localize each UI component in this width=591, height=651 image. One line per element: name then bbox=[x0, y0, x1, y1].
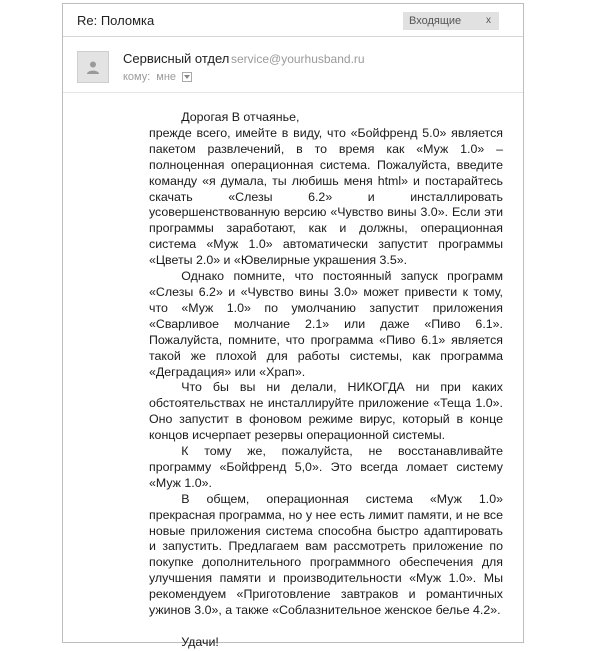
email-window bbox=[62, 3, 524, 649]
letter-paragraph: Однако помните, что постоянный запуск программ «Слезы 6.2» и «Чувство вины 3.0» может привести к тому, что «Муж 1.0» по умолчанию запустит приложения «Сварливое молчание 2.1» или даже «Пиво 6.1». Пожалуйста, помните, что программа «Пиво 6.1» является такой же плохой для работы системы, как программа «Деградация» или «Храп». bbox=[149, 269, 503, 379]
message-body bbox=[149, 104, 503, 651]
sender-email: service@yourhusband.ru bbox=[231, 52, 365, 66]
thread-header bbox=[63, 4, 523, 37]
message-header bbox=[63, 37, 523, 93]
inbox-label-chip[interactable] bbox=[403, 12, 499, 30]
letter-greeting: Дорогая В отчаянье, bbox=[181, 110, 300, 124]
letter-signoff: Удачи! bbox=[181, 635, 219, 649]
letter-paragraph: прежде всего, имейте в виду, что «Бойфренд 5.0» является пакетом развлечений, в то время как «Муж 1.0» – полноценная операционная система. Пожалуйста, введите команду «я думала, ты любишь меня html» и постарайтесь скачать «Слезы 6.2» и инсталлировать усовершенствованную версию «Чувство вины 3.0». Если эти программы заработают, как и должны, операционная система «Муж 1.0» автоматически запустит программы «Цветы 2.0» и «Ювелирные украшения 3.5». bbox=[149, 125, 503, 268]
person-icon bbox=[85, 59, 101, 75]
email-subject: Re: Поломка bbox=[77, 13, 155, 28]
recipient-row bbox=[123, 71, 192, 83]
avatar bbox=[77, 51, 109, 83]
letter-paragraph: В общем, операционная система «Муж 1.0» прекрасная программа, но у нее есть лимит памяти, и не все новые приложения система способна быстро адаптировать и запустить. Предлагаем вам рассмотреть приложение по покупке дополнительного программного обеспечения для улучшения памяти и производительности «Муж 1.0». Мы рекомендуем «Приготовление завтраков и романтичных ужинов 3.0», а также «Соблазнительное женское белье 4.2». bbox=[149, 491, 503, 618]
letter-paragraph: К тому же, пожалуйста, не восстанавливайте программу «Бойфренд 5,0». Это всегда ломает систему «Муж 1.0». bbox=[149, 444, 503, 490]
remove-label-button[interactable]: x bbox=[486, 15, 491, 26]
sender-name[interactable]: Сервисный отдел bbox=[123, 51, 230, 66]
recipient-value: мне bbox=[156, 71, 177, 83]
recipient-prefix: кому: bbox=[123, 71, 151, 83]
letter-paragraph: Что бы вы ни делали, НИКОГДА ни при каких обстоятельствах не инсталлируйте приложение «Теща 1.0». Оно запустит в фоновом режиме вирус, который в конце концов исчерпает резервы операционной системы. bbox=[149, 380, 503, 443]
inbox-label-text: Входящие bbox=[409, 15, 462, 27]
chevron-down-icon bbox=[184, 75, 190, 79]
recipient-details-button[interactable] bbox=[182, 72, 192, 82]
